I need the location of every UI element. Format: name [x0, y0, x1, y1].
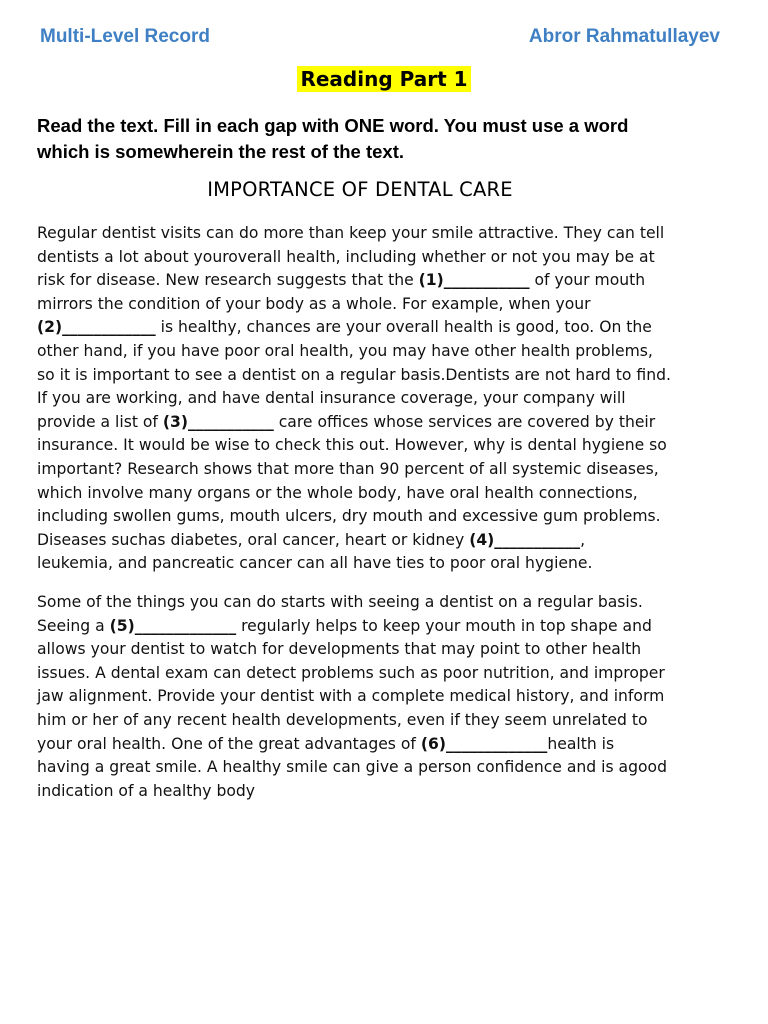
- text-line: If you are working, and have dental insurance coverage, your company will: [37, 389, 626, 408]
- text-line: leukemia, and pancreatic cancer can all have ties to poor oral hygiene.: [37, 554, 593, 573]
- text-line: him or her of any recent health developments, even if they seem unrelated to: [37, 710, 648, 729]
- text-line: [37, 316, 737, 340]
- text-line: Regular dentist visits can do more than keep your smile attractive. They can tell: [37, 224, 665, 242]
- text-line: dentists a lot about youroverall health, including whether or not you may be at: [37, 247, 655, 266]
- text-segment: provide a list of: [37, 412, 163, 431]
- text-line: Some of the things you can do starts with seeing a dentist on a regular basis.: [37, 593, 643, 611]
- header-left-text: Multi-Level Record: [40, 26, 210, 47]
- page-title: Reading Part 1: [297, 66, 470, 92]
- text-line: important? Research shows that more than 90 percent of all systemic diseases,: [37, 459, 659, 478]
- text-line: issues. A dental exam can detect problems such as poor nutrition, and improper: [37, 663, 665, 682]
- text-line: allows your dentist to watch for developments that may point to other health: [37, 640, 642, 659]
- text-segment: care offices whose services are covered by their: [273, 412, 656, 431]
- text-line: jaw alignment. Provide your dentist with a complete medical history, and inform: [37, 687, 665, 706]
- title-wrap: [0, 66, 768, 92]
- text-line: [37, 615, 737, 639]
- text-line: insurance. It would be wise to check this out. However, why is dental hygiene so: [37, 436, 667, 455]
- text-segment: your oral health. One of the great advantages of: [37, 734, 421, 753]
- text-line: [37, 411, 737, 435]
- text-segment: Seeing a: [37, 616, 110, 635]
- text-line: so it is important to see a dentist on a regular basis.Dentists are not hard to find.: [37, 365, 671, 384]
- gap-blank: (1)___________: [418, 271, 530, 290]
- instructions-line: Read the text. Fill in each gap with ONE word. You must use a word: [37, 115, 629, 136]
- text-line: other hand, if you have poor oral health, you may have other health problems,: [37, 341, 653, 360]
- document-title: IMPORTANCE OF DENTAL CARE: [207, 178, 513, 201]
- text-line: which involve many organs or the whole body, have oral health connections,: [37, 483, 638, 502]
- text-segment: Diseases suchas diabetes, oral cancer, heart or kidney: [37, 530, 470, 549]
- text-segment: regularly helps to keep your mouth in top shape and: [236, 616, 652, 635]
- text-line: [37, 269, 737, 293]
- gap-blank: (5)_____________: [109, 616, 237, 635]
- text-segment: of your mouth: [529, 271, 646, 290]
- text-segment: health is: [547, 734, 615, 753]
- gap-blank: (4)___________: [469, 530, 581, 549]
- text-line: including swollen gums, mouth ulcers, dry mouth and excessive gum problems.: [37, 507, 661, 526]
- gap-blank: (3)___________: [162, 412, 274, 431]
- instructions-line: which is somewherein the rest of the text.: [37, 141, 405, 162]
- paragraph-2: [37, 591, 737, 803]
- text-segment: risk for disease. New research suggests that the: [37, 271, 419, 290]
- text-line: mirrors the condition of your body as a whole. For example, when your: [37, 294, 591, 313]
- gap-blank: (2)____________: [37, 318, 156, 337]
- paragraph-1: [37, 222, 737, 576]
- header-right-text: Abror Rahmatullayev: [528, 26, 720, 47]
- instructions: [37, 113, 737, 165]
- text-segment: ,: [580, 530, 586, 549]
- page-header: [40, 26, 720, 48]
- text-line: indication of a healthy body: [37, 781, 256, 800]
- gap-blank: (6)_____________: [420, 734, 548, 753]
- text-line: [37, 733, 737, 757]
- text-line: having a great smile. A healthy smile can give a person confidence and is agood: [37, 758, 667, 777]
- text-segment: is healthy, chances are your overall health is good, too. On the: [155, 318, 652, 337]
- text-line: [37, 529, 737, 553]
